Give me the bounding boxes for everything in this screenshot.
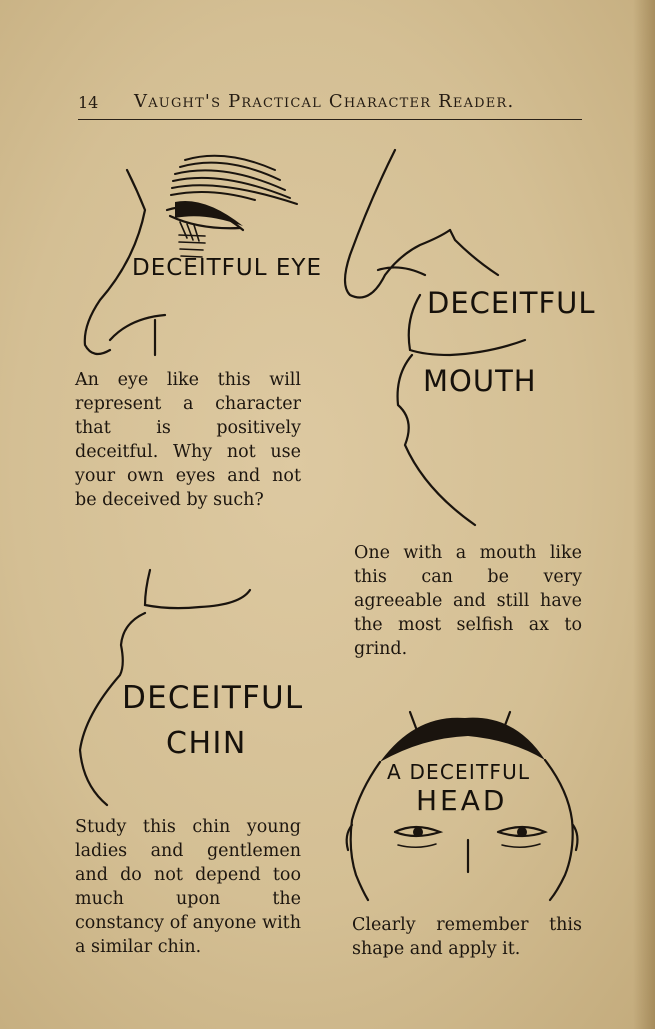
chin-caption-text: Study this chin young ladies and gentlemen and do not depend too much upon the constancy of anyone with a similar chin. (75, 817, 301, 957)
deceitful-head-label-line1: A DECEITFUL (387, 760, 531, 784)
eye-caption-text: An eye like this will represent a character that is positively deceitful. Why not use your own eyes and not be deceived by such? (75, 370, 301, 510)
deceitful-head-label-line2: HEAD (416, 784, 508, 817)
page-gutter-shadow (633, 0, 655, 1029)
running-title: Vaught's Practical Character Reader. (134, 91, 515, 112)
deceitful-eye-caption (75, 368, 301, 512)
deceitful-mouth-label-line2: MOUTH (423, 364, 537, 398)
deceitful-mouth-illustration (330, 145, 580, 535)
deceitful-chin-caption (75, 815, 301, 959)
deceitful-eye-label: DECEITFUL EYE (132, 255, 322, 281)
page-number: 14 (78, 93, 99, 112)
deceitful-chin-label-line1: DECEITFUL (122, 680, 304, 716)
mouth-caption-text: One with a mouth like this can be very agreeable and still have the most selfish ax to grind. (354, 543, 582, 659)
deceitful-head-caption (352, 913, 582, 961)
running-header (78, 93, 582, 120)
deceitful-mouth-caption (354, 541, 582, 661)
deceitful-mouth-label-line1: DECEITFUL (427, 286, 596, 320)
deceitful-eye-illustration (75, 140, 325, 365)
head-caption-text: Clearly remember this shape and apply it. (352, 915, 582, 959)
deceitful-chin-label-line2: CHIN (166, 726, 247, 761)
